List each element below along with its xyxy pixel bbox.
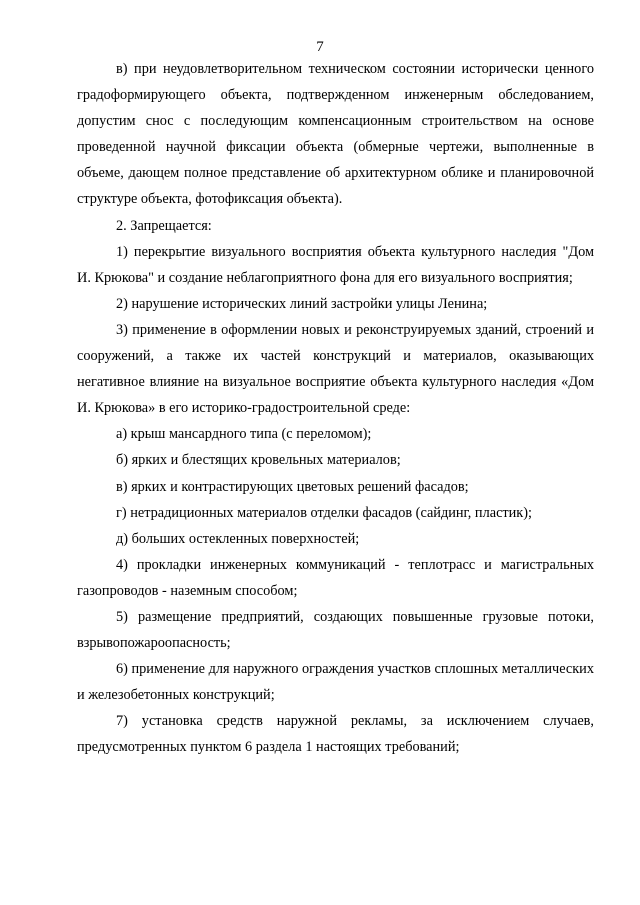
paragraph-subitem-v: в) ярких и контрастирующих цветовых решений фасадов; bbox=[116, 478, 469, 495]
paragraph-item-1: 1) перекрытие визуального восприятия объекта культурного наследия "Дом И. Крюкова" и создание неблагоприятного фона для его визуального восприятия; bbox=[77, 243, 594, 286]
paragraph-item-6: 6) применение для наружного ограждения участков сплошных металлических и железобетонных конструкций; bbox=[77, 661, 594, 704]
paragraph-subitem-d: д) больших остекленных поверхностей; bbox=[116, 530, 360, 547]
paragraph-subitem-a: а) крыш мансардного типа (с переломом); bbox=[116, 426, 372, 443]
paragraph-item-2: 2) нарушение исторических линий застройки улицы Ленина; bbox=[116, 295, 488, 312]
paragraph-demolition-condition: в) при неудовлетворительном техническом состоянии исторически ценного градоформирующего объекта, подтвержденном инженерным обследованием, допустим снос с последующим компенсационным строительством на основе проведенной научной фиксации объекта (обмерные чертежи, выполненные в объеме, дающем полное представление об архитектурном облике и планировочной структуре объекта, фотофиксация объекта). bbox=[77, 61, 594, 208]
page-number: 7 bbox=[316, 39, 324, 55]
paragraph-item-5: 5) размещение предприятий, создающих повышенные грузовые потоки, взрывопожароопасность; bbox=[77, 608, 594, 652]
document-body bbox=[77, 56, 594, 761]
paragraph-subitem-b: б) ярких и блестящих кровельных материалов; bbox=[116, 452, 401, 469]
paragraph-item-4: 4) прокладки инженерных коммуникаций - теплотрасс и магистральных газопроводов - наземным способом; bbox=[77, 556, 594, 599]
paragraph-item-3: 3) применение в оформлении новых и реконструируемых зданий, строений и сооружений, а также их частей конструкций и материалов, оказывающих негативное влияние на визуальное восприятие объекта культурного наследия «Дом И. Крюкова» в его историко-градостроительной среде: bbox=[77, 321, 594, 417]
paragraph-subitem-g: г) нетрадиционных материалов отделки фасадов (сайдинг, пластик); bbox=[116, 504, 532, 521]
paragraph-prohibited-heading: 2. Запрещается: bbox=[116, 217, 212, 234]
paragraph-item-7: 7) установка средств наружной рекламы, за исключением случаев, предусмотренных пунктом 6 раздела 1 настоящих требований; bbox=[77, 713, 594, 756]
